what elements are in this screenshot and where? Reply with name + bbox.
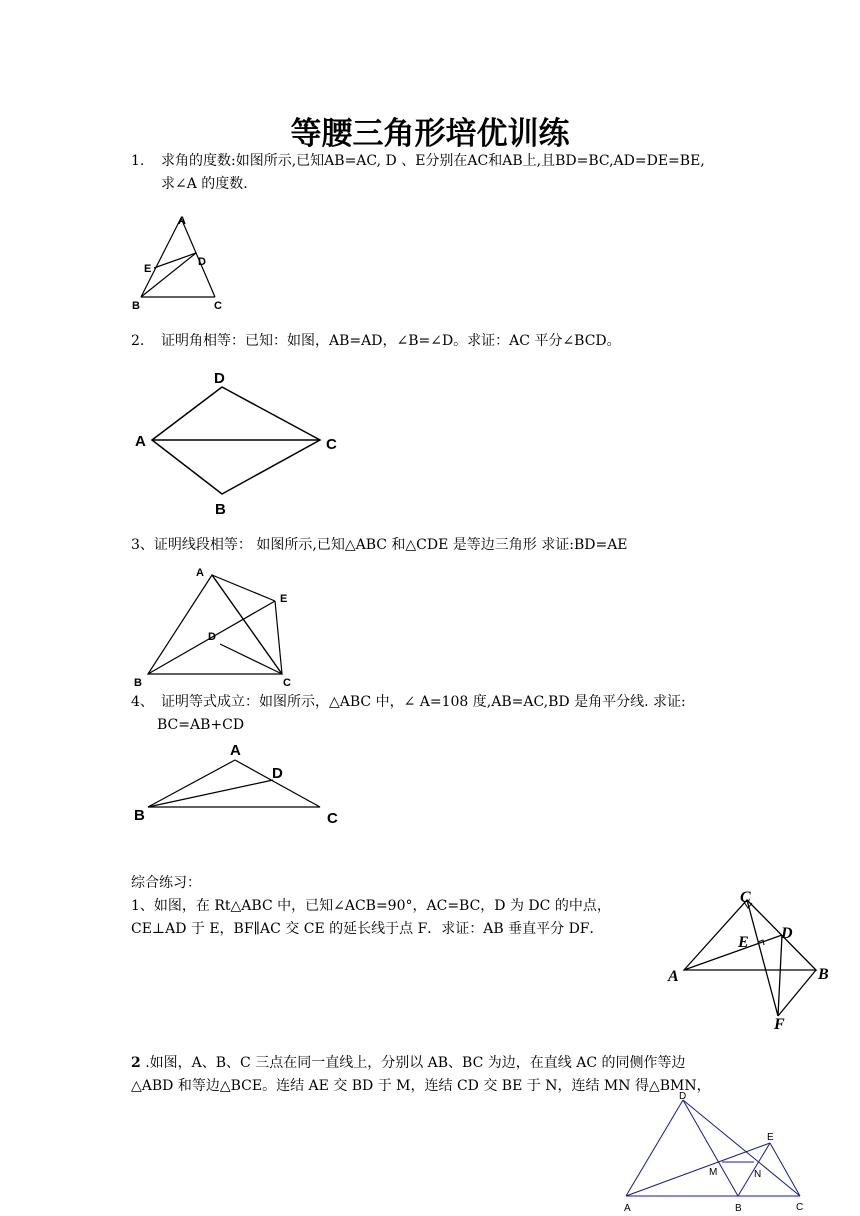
problem-3-figure (130, 562, 305, 690)
problem-2-number: 2. (131, 333, 145, 349)
s1-label-f: F (774, 1016, 785, 1033)
s1-label-e: E (738, 934, 749, 951)
p4-label-d: D (272, 765, 283, 782)
p3-label-c: C (283, 677, 291, 689)
section-2-figure (618, 1090, 813, 1216)
problem-1-figure (128, 210, 228, 312)
p2-label-d: D (214, 370, 225, 387)
p4-label-c: C (327, 810, 338, 827)
s2-label-a: A (624, 1203, 631, 1214)
problem-1-line-2: 求∠A 的度数. (161, 176, 248, 192)
section-1-line-2: CE⊥AD 于 E，BF∥AC 交 CE 的延长线于点 F．求证：AB 垂直平分 DF． (131, 921, 604, 937)
problem-4-line-2: BC=AB+CD (157, 717, 245, 733)
p2-label-c: C (326, 436, 337, 453)
section-2-line-1: 2 .如图，A、B、C 三点在同一直线上，分别以 AB、BC 为边，在直线 AC 的同侧作等边 (131, 1055, 686, 1071)
problem-3-line-1: 3、证明线段相等： 如图所示,已知△ABC 和△CDE 是等边三角形 求证:BD=AE (131, 537, 628, 553)
p1-label-d: D (198, 256, 206, 268)
s1-label-d: D (781, 925, 793, 942)
s1-label-b: B (818, 966, 829, 983)
problem-4-number: 4、 (131, 694, 154, 710)
p1-label-b: B (132, 300, 140, 312)
p1-label-c: C (214, 300, 222, 312)
s2-label-m: M (709, 1167, 718, 1178)
p4-label-b: B (134, 807, 145, 824)
p2-label-a: A (135, 433, 146, 450)
s1-label-c: C (740, 889, 751, 906)
p1-label-e: E (144, 263, 152, 275)
p1-label-a: A (178, 215, 186, 227)
p2-label-b: B (215, 501, 226, 518)
s2-label-b: B (735, 1203, 742, 1214)
section-1-line-1: 1、如图，在 Rt△ABC 中，已知∠ACB=90°，AC=BC，D 为 DC 的中点， (131, 898, 611, 914)
section-2-number: 2 (131, 1055, 141, 1071)
page-title: 等腰三角形培优训练 (290, 116, 570, 152)
section-2-line-2: △ABD 和等边△BCE。连结 AE 交 BD 于 M，连结 CD 交 BE 于 N，连结 MN 得△BMN， (131, 1078, 711, 1094)
problem-2-line-1: 2. 证明角相等：已知：如图，AB=AD，∠B=∠D。求证：AC 平分∠BCD。 (131, 333, 621, 349)
s2-label-e: E (767, 1132, 774, 1143)
problem-2-figure (130, 365, 350, 520)
problem-1-line-1: 1. 求角的度数:如图所示,已知AB=AC, D 、E分别在AC和AB上,且BD=BC,AD=DE=BE, (131, 153, 705, 169)
s1-label-a: A (668, 968, 679, 985)
section-heading: 综合练习： (131, 875, 201, 891)
s2-label-d: D (679, 1091, 687, 1102)
p3-label-e: E (280, 593, 288, 605)
problem-4-line-1: 4、 证明等式成立：如图所示，△ABC 中，∠ A=108 度,AB=AC,BD 是角平分线. 求证: (131, 694, 686, 710)
section-1-figure (662, 888, 842, 1033)
s2-label-c: C (796, 1202, 804, 1213)
problem-1-number: 1. (131, 153, 145, 169)
p3-label-d: D (208, 631, 216, 643)
p3-label-a: A (196, 567, 204, 579)
p3-label-b: B (134, 677, 142, 689)
p4-label-a: A (230, 742, 241, 759)
s2-label-n: N (754, 1169, 762, 1180)
problem-3-number: 3、 (131, 537, 154, 553)
problem-4-figure (130, 740, 345, 828)
